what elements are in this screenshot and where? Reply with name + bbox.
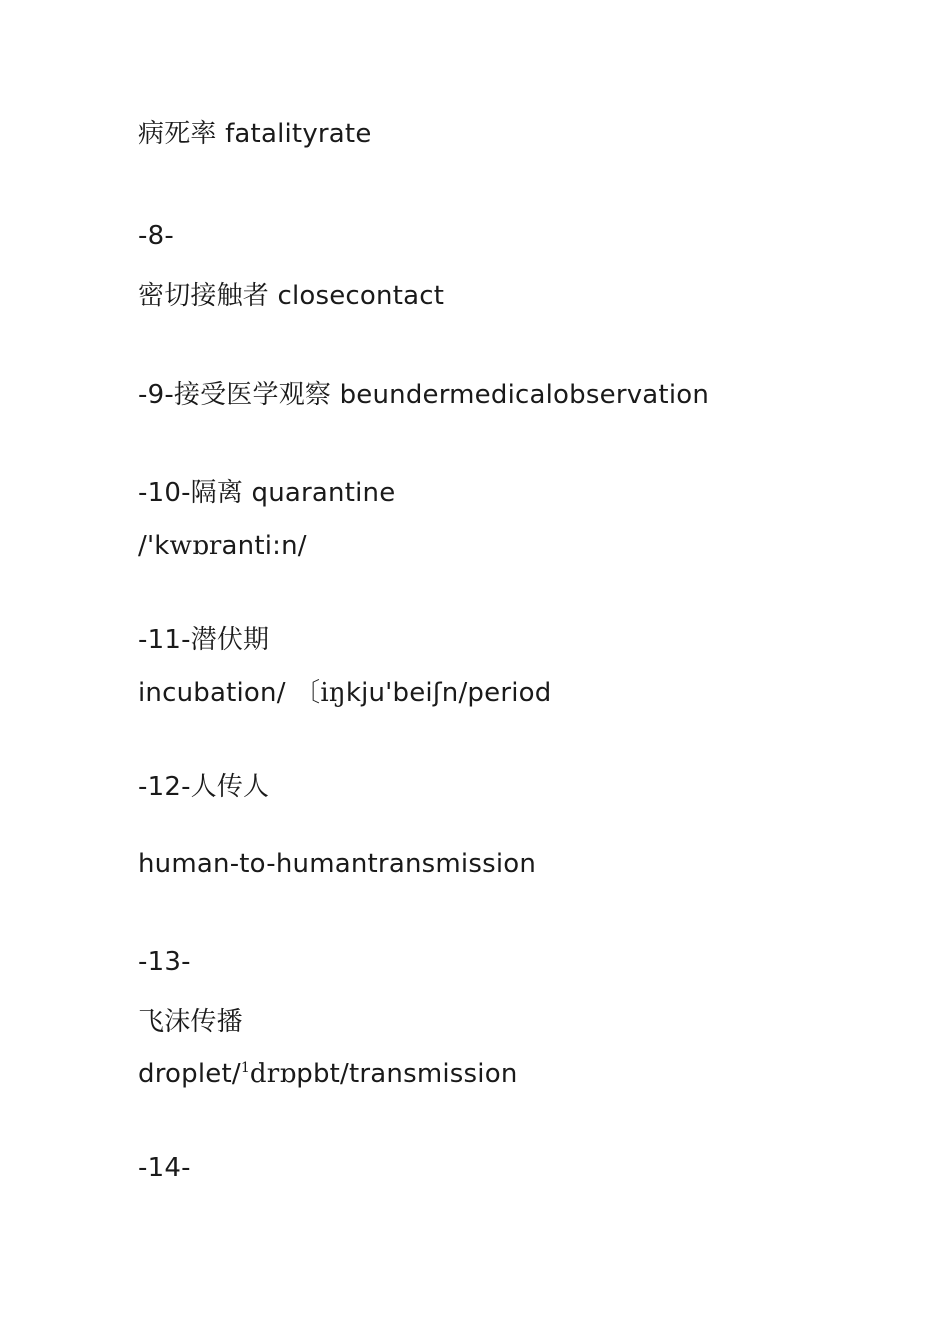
item-number-13: -13- [138,947,191,977]
pron-part: dr [249,1059,280,1089]
item-number-14: -14- [138,1153,191,1183]
pron-ipa: 〔iŋ [294,678,346,708]
term-quarantine: -10-隔离 quarantine [138,478,396,508]
pron-ipa: wɒr [169,531,222,561]
pron-part: incubation/ [138,678,295,708]
quarantine-pronunciation [138,530,307,562]
term-close-contact: 密切接触者 closecontact [138,281,445,311]
term-fatality-rate: 病死率 fatalityrate [138,119,372,149]
term-medical-observation: -9-接受医学观察 beundermedicalobservation [138,380,710,410]
pron-part: anti:n/ [221,531,307,561]
pron-part: droplet/ [138,1059,241,1089]
pron-ipa: ɒ [279,1059,297,1089]
term-incubation-heading: -11-潜伏期 [138,625,270,655]
pron-part: kju'beiʃn/period [345,678,552,708]
term-human-to-human-heading: -12-人传人 [138,772,270,802]
droplet-transmission-pronunciation [138,1058,518,1090]
item-number-8: -8- [138,221,174,251]
pron-part: /'k [138,531,170,561]
term-droplet-transmission-heading: 飞沫传播 [138,1007,243,1037]
stress-mark: 1 [240,1060,250,1076]
pron-part: pbt/transmission [296,1059,518,1089]
incubation-period-pronunciation [138,677,551,709]
term-human-to-human-transmission: human-to-humantransmission [138,849,537,879]
